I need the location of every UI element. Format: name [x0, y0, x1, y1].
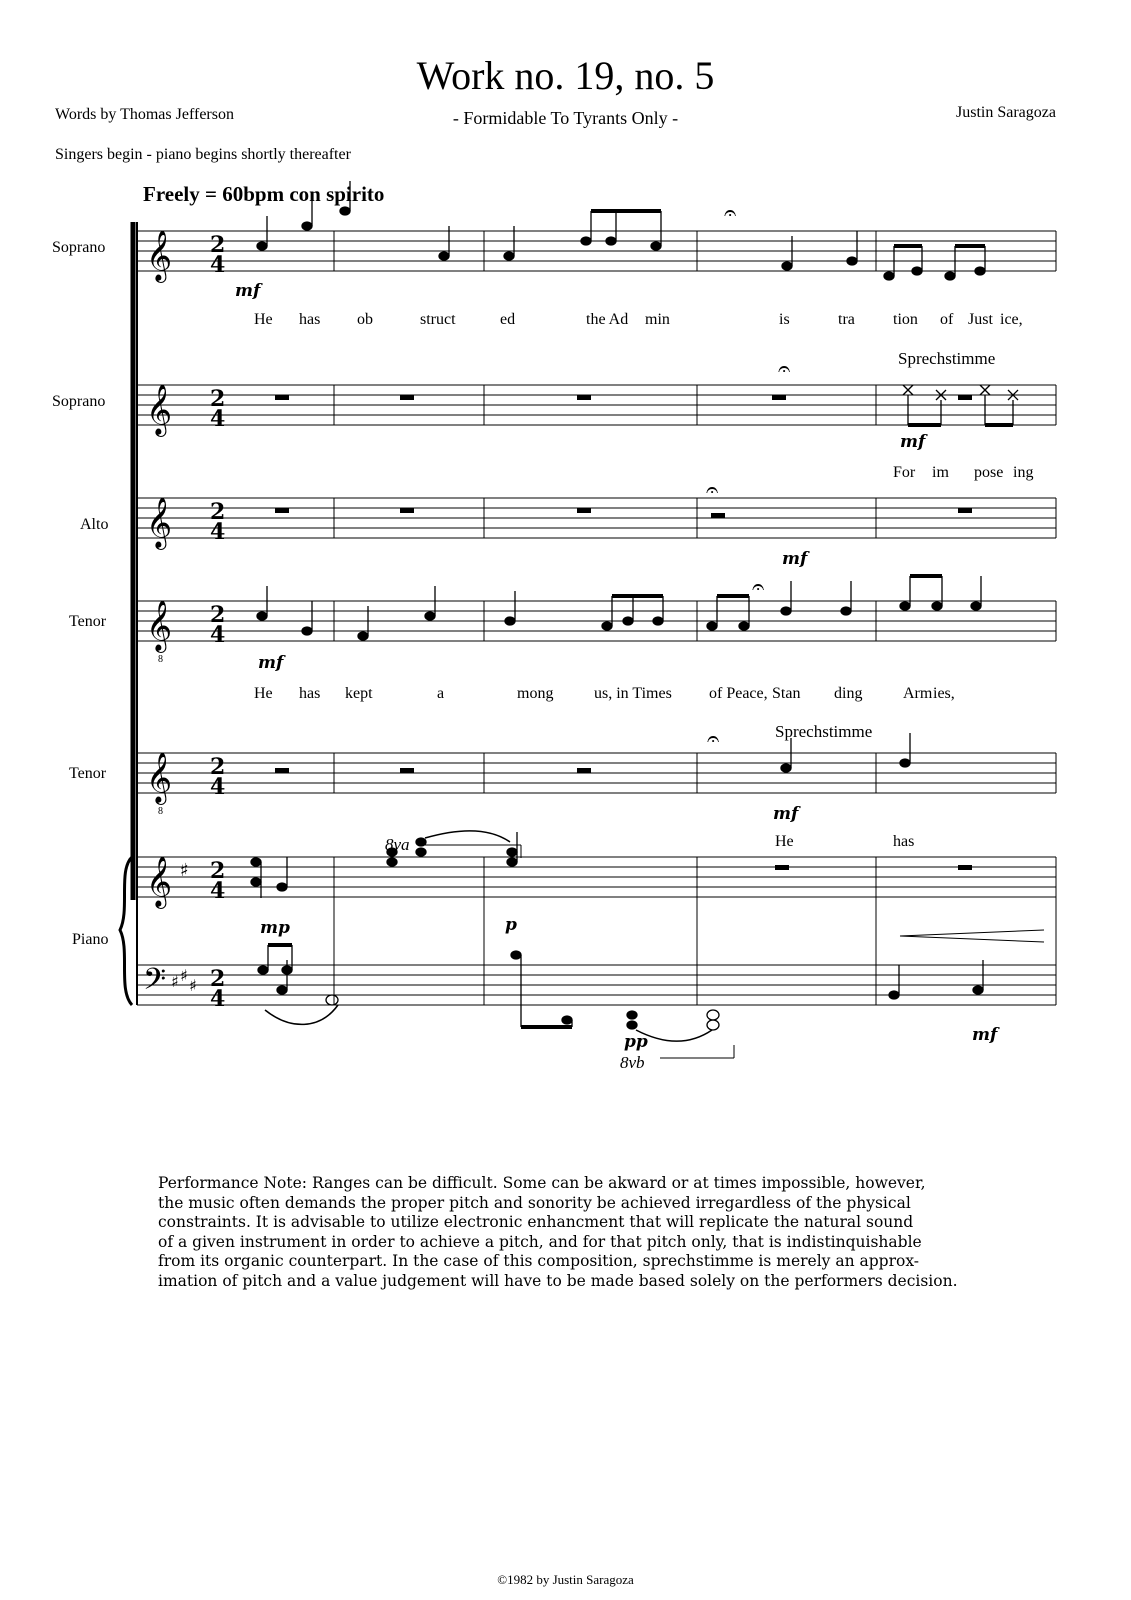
lyric: us, in Times — [594, 685, 672, 702]
lyric: tra — [838, 311, 855, 328]
svg-text:𝄞: 𝄞 — [146, 752, 173, 803]
performance-note-line: from its organic counterpart. In the case of this composition, sprechstimme is merely an approx- — [158, 1252, 920, 1270]
piano-dynamic-p: p — [505, 915, 517, 935]
tenor-1-lyrics — [254, 685, 955, 702]
lyric: kept — [345, 685, 373, 702]
composer-credit: Justin Saragoza — [956, 104, 1056, 121]
sprechstimme-marking: Sprechstimme — [898, 349, 996, 368]
tenor-2-staff — [137, 722, 1056, 824]
piano-staff — [120, 831, 1056, 1072]
lyric: has — [299, 685, 321, 702]
svg-text:4: 4 — [210, 519, 226, 545]
lyric: has — [893, 833, 915, 850]
tenor-1-staff — [137, 575, 1056, 673]
lyric: pose — [974, 464, 1004, 481]
svg-text:𝄐: 𝄐 — [706, 478, 719, 503]
svg-text:8: 8 — [158, 654, 163, 665]
lyric: ing — [1013, 464, 1034, 481]
performance-note — [158, 1174, 1008, 1291]
svg-text:2: 2 — [210, 602, 226, 628]
instrument-label-soprano-2: Soprano — [52, 393, 106, 410]
svg-text:2: 2 — [210, 754, 226, 780]
lyric: a — [437, 685, 445, 702]
performance-note-line: constraints. It is advisable to utilize electronic enhancment that will replicate the natural sound — [158, 1213, 914, 1231]
lyric: He — [254, 685, 273, 702]
lyric: has — [299, 311, 321, 328]
performance-note-line: imation of pitch and a value judgement will have to be made based solely on the performers decision. — [158, 1271, 958, 1290]
ottava-alta-marking: 8va — [385, 835, 410, 854]
sprechstimme-marking: Sprechstimme — [775, 722, 873, 741]
svg-text:mf: mf — [782, 549, 808, 569]
page-title: Work no. 19, no. 5 — [416, 53, 715, 98]
svg-text:♯: ♯ — [180, 860, 189, 881]
svg-text:2: 2 — [210, 966, 226, 992]
performance-note-line: the music often demands the proper pitch and sonority be achieved irregardless of the physical — [158, 1193, 911, 1212]
svg-text:2: 2 — [210, 232, 226, 258]
ottava-bassa-marking: 8vb — [620, 1053, 645, 1072]
lyric: ed — [500, 311, 516, 328]
instrument-label-tenor-2: Tenor — [69, 765, 107, 782]
lyric: is — [779, 311, 790, 328]
lyric: ies, — [933, 685, 955, 702]
svg-text:𝄐: 𝄐 — [752, 575, 765, 600]
lyric: Stan — [772, 685, 801, 702]
svg-text:𝄐: 𝄐 — [778, 357, 791, 382]
lyric: ding — [834, 685, 863, 702]
svg-text:mf: mf — [235, 281, 261, 301]
copyright: ©1982 by Justin Saragoza — [497, 1572, 634, 1587]
svg-text:𝄞: 𝄞 — [146, 384, 173, 435]
svg-text:4: 4 — [210, 878, 226, 904]
soprano-1-lyrics — [254, 311, 1023, 328]
lyric: ob — [357, 311, 373, 328]
svg-text:mf: mf — [773, 804, 799, 824]
svg-text:8: 8 — [158, 806, 163, 817]
svg-text:𝄐: 𝄐 — [707, 727, 720, 752]
lyric: min — [645, 311, 670, 328]
lyric: He — [775, 833, 794, 850]
lyric: Just — [968, 311, 993, 328]
soprano-2-staff — [137, 349, 1056, 452]
tenor-2-lyrics — [775, 833, 914, 850]
svg-text:♯: ♯ — [180, 966, 188, 985]
lyric: mong — [517, 685, 554, 702]
lyric: the Ad — [586, 311, 629, 328]
svg-text:𝄞: 𝄞 — [146, 600, 173, 651]
lyric: Arm — [903, 685, 933, 702]
performance-note-line: of a given instrument in order to achieve a pitch, and for that pitch only, that is indistinquishable — [158, 1232, 922, 1251]
svg-text:mf: mf — [258, 653, 284, 673]
lyric: ice, — [1000, 311, 1023, 328]
svg-text:mf: mf — [900, 432, 926, 452]
svg-text:𝄢: 𝄢 — [143, 963, 167, 1004]
svg-text:♯: ♯ — [171, 972, 179, 991]
svg-text:𝄞: 𝄞 — [146, 856, 173, 907]
svg-text:𝄐: 𝄐 — [724, 201, 737, 226]
instrument-label-soprano-1: Soprano — [52, 239, 106, 256]
instrument-labels — [52, 239, 108, 948]
svg-text:4: 4 — [210, 622, 226, 648]
svg-text:𝄞: 𝄞 — [146, 230, 173, 281]
lyric: tion — [893, 311, 918, 328]
svg-text:4: 4 — [210, 774, 226, 800]
svg-text:4: 4 — [210, 986, 226, 1012]
lyric: of Peace, — [709, 685, 768, 702]
piano-dynamic-mf: mf — [972, 1025, 998, 1045]
alto-staff — [137, 478, 1056, 569]
lyricist-credit: Words by Thomas Jefferson — [55, 106, 234, 123]
svg-text:4: 4 — [210, 406, 226, 432]
svg-text:𝄞: 𝄞 — [146, 497, 173, 548]
lyric: of — [940, 311, 954, 328]
soprano-2-lyrics — [893, 464, 1033, 481]
performance-note-line: Performance Note: Ranges can be difficult. Some can be akward or at times impossible, however, — [158, 1174, 926, 1192]
svg-text:4: 4 — [210, 252, 226, 278]
lyric: struct — [420, 311, 456, 328]
instrument-label-piano: Piano — [72, 931, 109, 948]
instrument-label-alto: Alto — [80, 516, 109, 533]
svg-text:2: 2 — [210, 386, 226, 412]
piano-dynamic-pp: pp — [624, 1032, 648, 1052]
performance-instruction: Singers begin - piano begins shortly thereafter — [55, 146, 351, 163]
lyric: He — [254, 311, 273, 328]
lyric: im — [932, 464, 949, 481]
svg-text:2: 2 — [210, 499, 226, 525]
tempo-marking: Freely = 60bpm con spirito — [143, 182, 385, 206]
instrument-label-tenor-1: Tenor — [69, 613, 107, 630]
lyric: For — [893, 464, 916, 481]
subtitle: - Formidable To Tyrants Only - — [452, 108, 679, 128]
svg-text:2: 2 — [210, 858, 226, 884]
piano-dynamic-mp: mp — [260, 918, 290, 938]
svg-text:♯: ♯ — [189, 976, 197, 995]
